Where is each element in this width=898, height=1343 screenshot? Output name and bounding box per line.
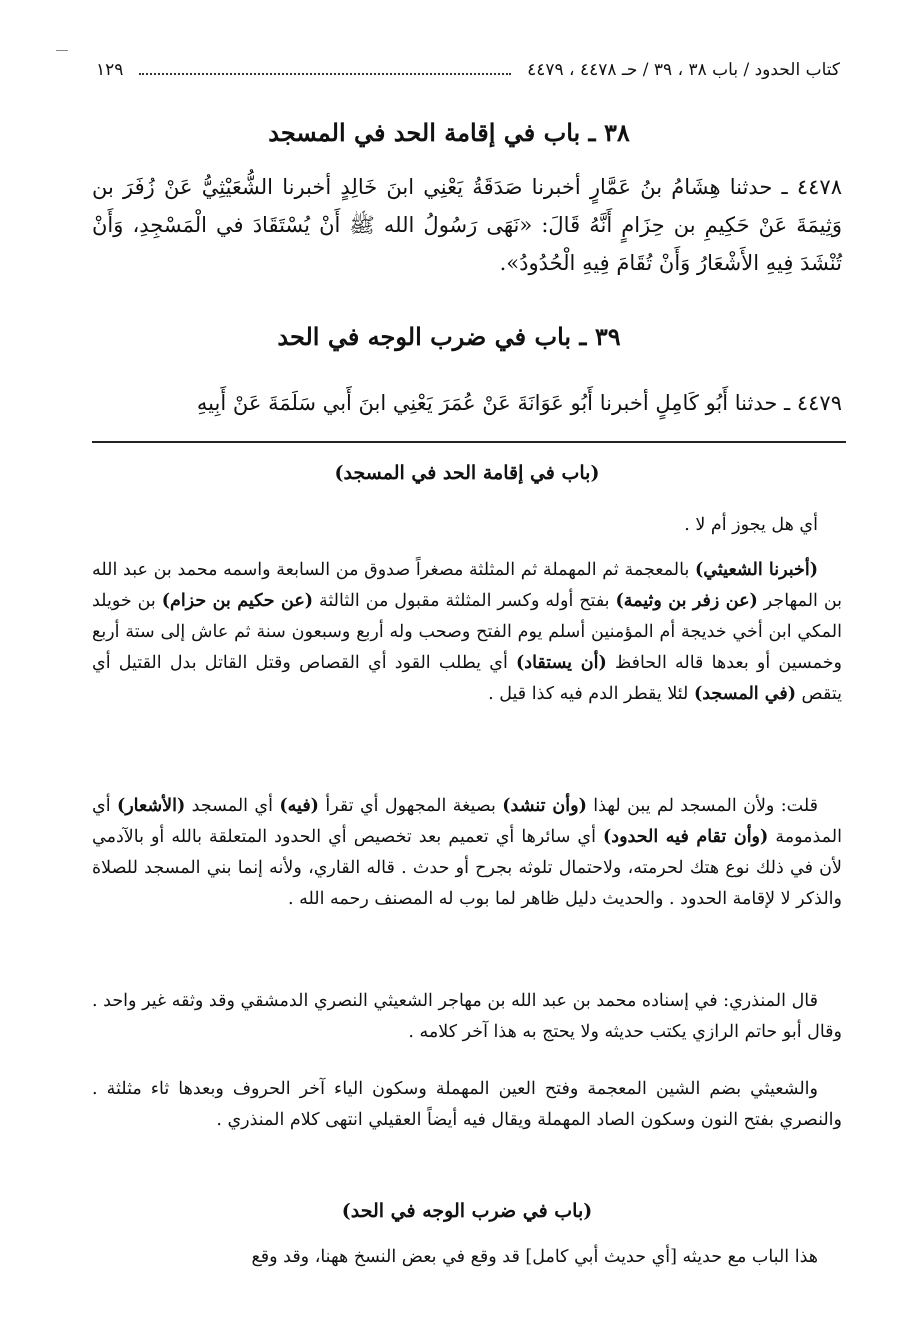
commentary-paragraph-1: أي هل يجوز أم لا .	[684, 515, 818, 535]
commentary-paragraph-2	[92, 555, 842, 710]
quoted-term: (عن زفر بن وثيمة)	[615, 591, 758, 611]
page-number: ١٢٩	[96, 60, 124, 80]
running-title: كتاب الحدود / باب ٣٨ ، ٣٩ / حـ ٤٤٧٨ ، ٤٤٧٩	[527, 60, 840, 80]
commentary-heading-1: (باب في إقامة الحد في المسجد)	[334, 462, 600, 484]
margin-mark	[56, 50, 68, 51]
quoted-term: (أخبرنا الشعيثي)	[695, 560, 818, 580]
header-dot-leader	[139, 61, 511, 75]
commentary-text: قلت: ولأن المسجد لم يبن لهذا	[586, 796, 819, 816]
quoted-term: (عن حكيم بن حزام)	[161, 591, 314, 611]
quoted-term: (فيه)	[279, 796, 319, 816]
footnote-divider	[92, 441, 846, 443]
commentary-text: بالمعجمة ثم المهملة ثم المثلثة مصغراً صدوق من السابعة واسمه محمد بن عبد الله بن المهاجر	[92, 560, 843, 611]
hadith-4478: ٤٤٧٨ ـ حدثنا هِشَامُ بنُ عَمَّارٍ أخبرنا صَدَقَةُ يَعْنِي ابنَ خَالِدٍ أخبرنا الشُّعَيْثِيُّ عَنْ زُفَرَ بن وَثِيمَةَ عَنْ حَكِيمِ بن حِزَامٍ أَنَّهُ قَالَ: «نَهَى رَسُولُ الله ﷺ أَنْ يُسْتَقَادَ في الْمَسْجِدِ، وَأَنْ تُنْشَدَ فِيهِ الأَشْعَارُ وَأَنْ تُقَامَ فِيهِ الْحُدُودُ».	[92, 175, 842, 275]
commentary-text: لئلا يقطر الدم فيه كذا قيل .	[488, 684, 694, 704]
hadith-4479: ٤٤٧٩ ـ حدثنا أَبُو كَامِلٍ أخبرنا أَبُو عَوَانَةَ عَنْ عُمَرَ يَعْنِي ابنَ أَبي سَلَمَةَ عَنْ أَبِيهِ	[196, 391, 842, 415]
commentary-text: أي يطلب القود أي القصاص وقتل القاتل بدل القتيل أي يتقص	[92, 653, 842, 704]
commentary-text: بفتح أوله وكسر المثلثة مقبول من الثالثة	[313, 591, 616, 611]
quoted-term: (أن يستقاد)	[516, 653, 607, 673]
commentary-heading-2: (باب في ضرب الوجه في الحد)	[341, 1200, 593, 1222]
commentary-paragraph-5: والشعيثي بضم الشين المعجمة وفتح العين المهملة وسكون الياء آخر الحروف وبعدها ثاء مثلثة . والنصري بفتح النون وسكون الصاد المهملة ويقال فيه أيضاً العقيلي انتهى كلام المنذري .	[92, 1079, 842, 1130]
commentary-text: أي المسجد	[185, 796, 280, 816]
quoted-term: (وأن تقام فيه الحدود)	[603, 827, 769, 847]
commentary-text: بن خويلد المكي ابن أخي خديجة أم المؤمنين أسلم يوم الفتح وصحب وله أربع وسبعون سنة ثم عاش إلى ستة أربع وخمسين أو بعدها قاله الحافظ	[92, 591, 843, 673]
commentary-text: بصيغة المجهول أي تقرأ	[318, 796, 503, 816]
chapter-38-title: ٣٨ ـ باب في إقامة الحد في المسجد	[268, 118, 630, 147]
quoted-term: (وأن تنشد)	[502, 796, 587, 816]
commentary-text: أي سائرها أي تعميم بعد تخصيص أي الحدود المتعلقة بالله أو بالآدمي لأن في ذلك نوع هتك لحرمته، ولاحتمال تلوثه بجرح أو حدث . قاله القاري، ولأنه إنما بني المسجد للصلاة والذكر لا لإقامة الحدود . والحديث دليل ظاهر لما بوب له المصنف رحمه الله .	[92, 827, 842, 909]
commentary-text: أي المذمومة	[92, 796, 842, 847]
commentary-paragraph-4: قال المنذري: في إسناده محمد بن عبد الله بن مهاجر الشعيثي النصري الدمشقي وقد وثقه غير واحد . وقال أبو حاتم الرازي يكتب حديثه ولا يحتج به هذا آخر كلامه .	[92, 991, 842, 1042]
chapter-39-title: ٣٩ ـ باب في ضرب الوجه في الحد	[277, 322, 621, 351]
running-header	[96, 60, 840, 80]
quoted-term: (الأشعار)	[116, 796, 186, 816]
commentary-paragraph-6: هذا الباب مع حديثه [أي حديث أبي كامل] قد وقع في بعض النسخ ههنا، وقد وقع	[251, 1247, 818, 1267]
quoted-term: (في المسجد)	[693, 684, 796, 704]
commentary-paragraph-3	[92, 791, 842, 915]
